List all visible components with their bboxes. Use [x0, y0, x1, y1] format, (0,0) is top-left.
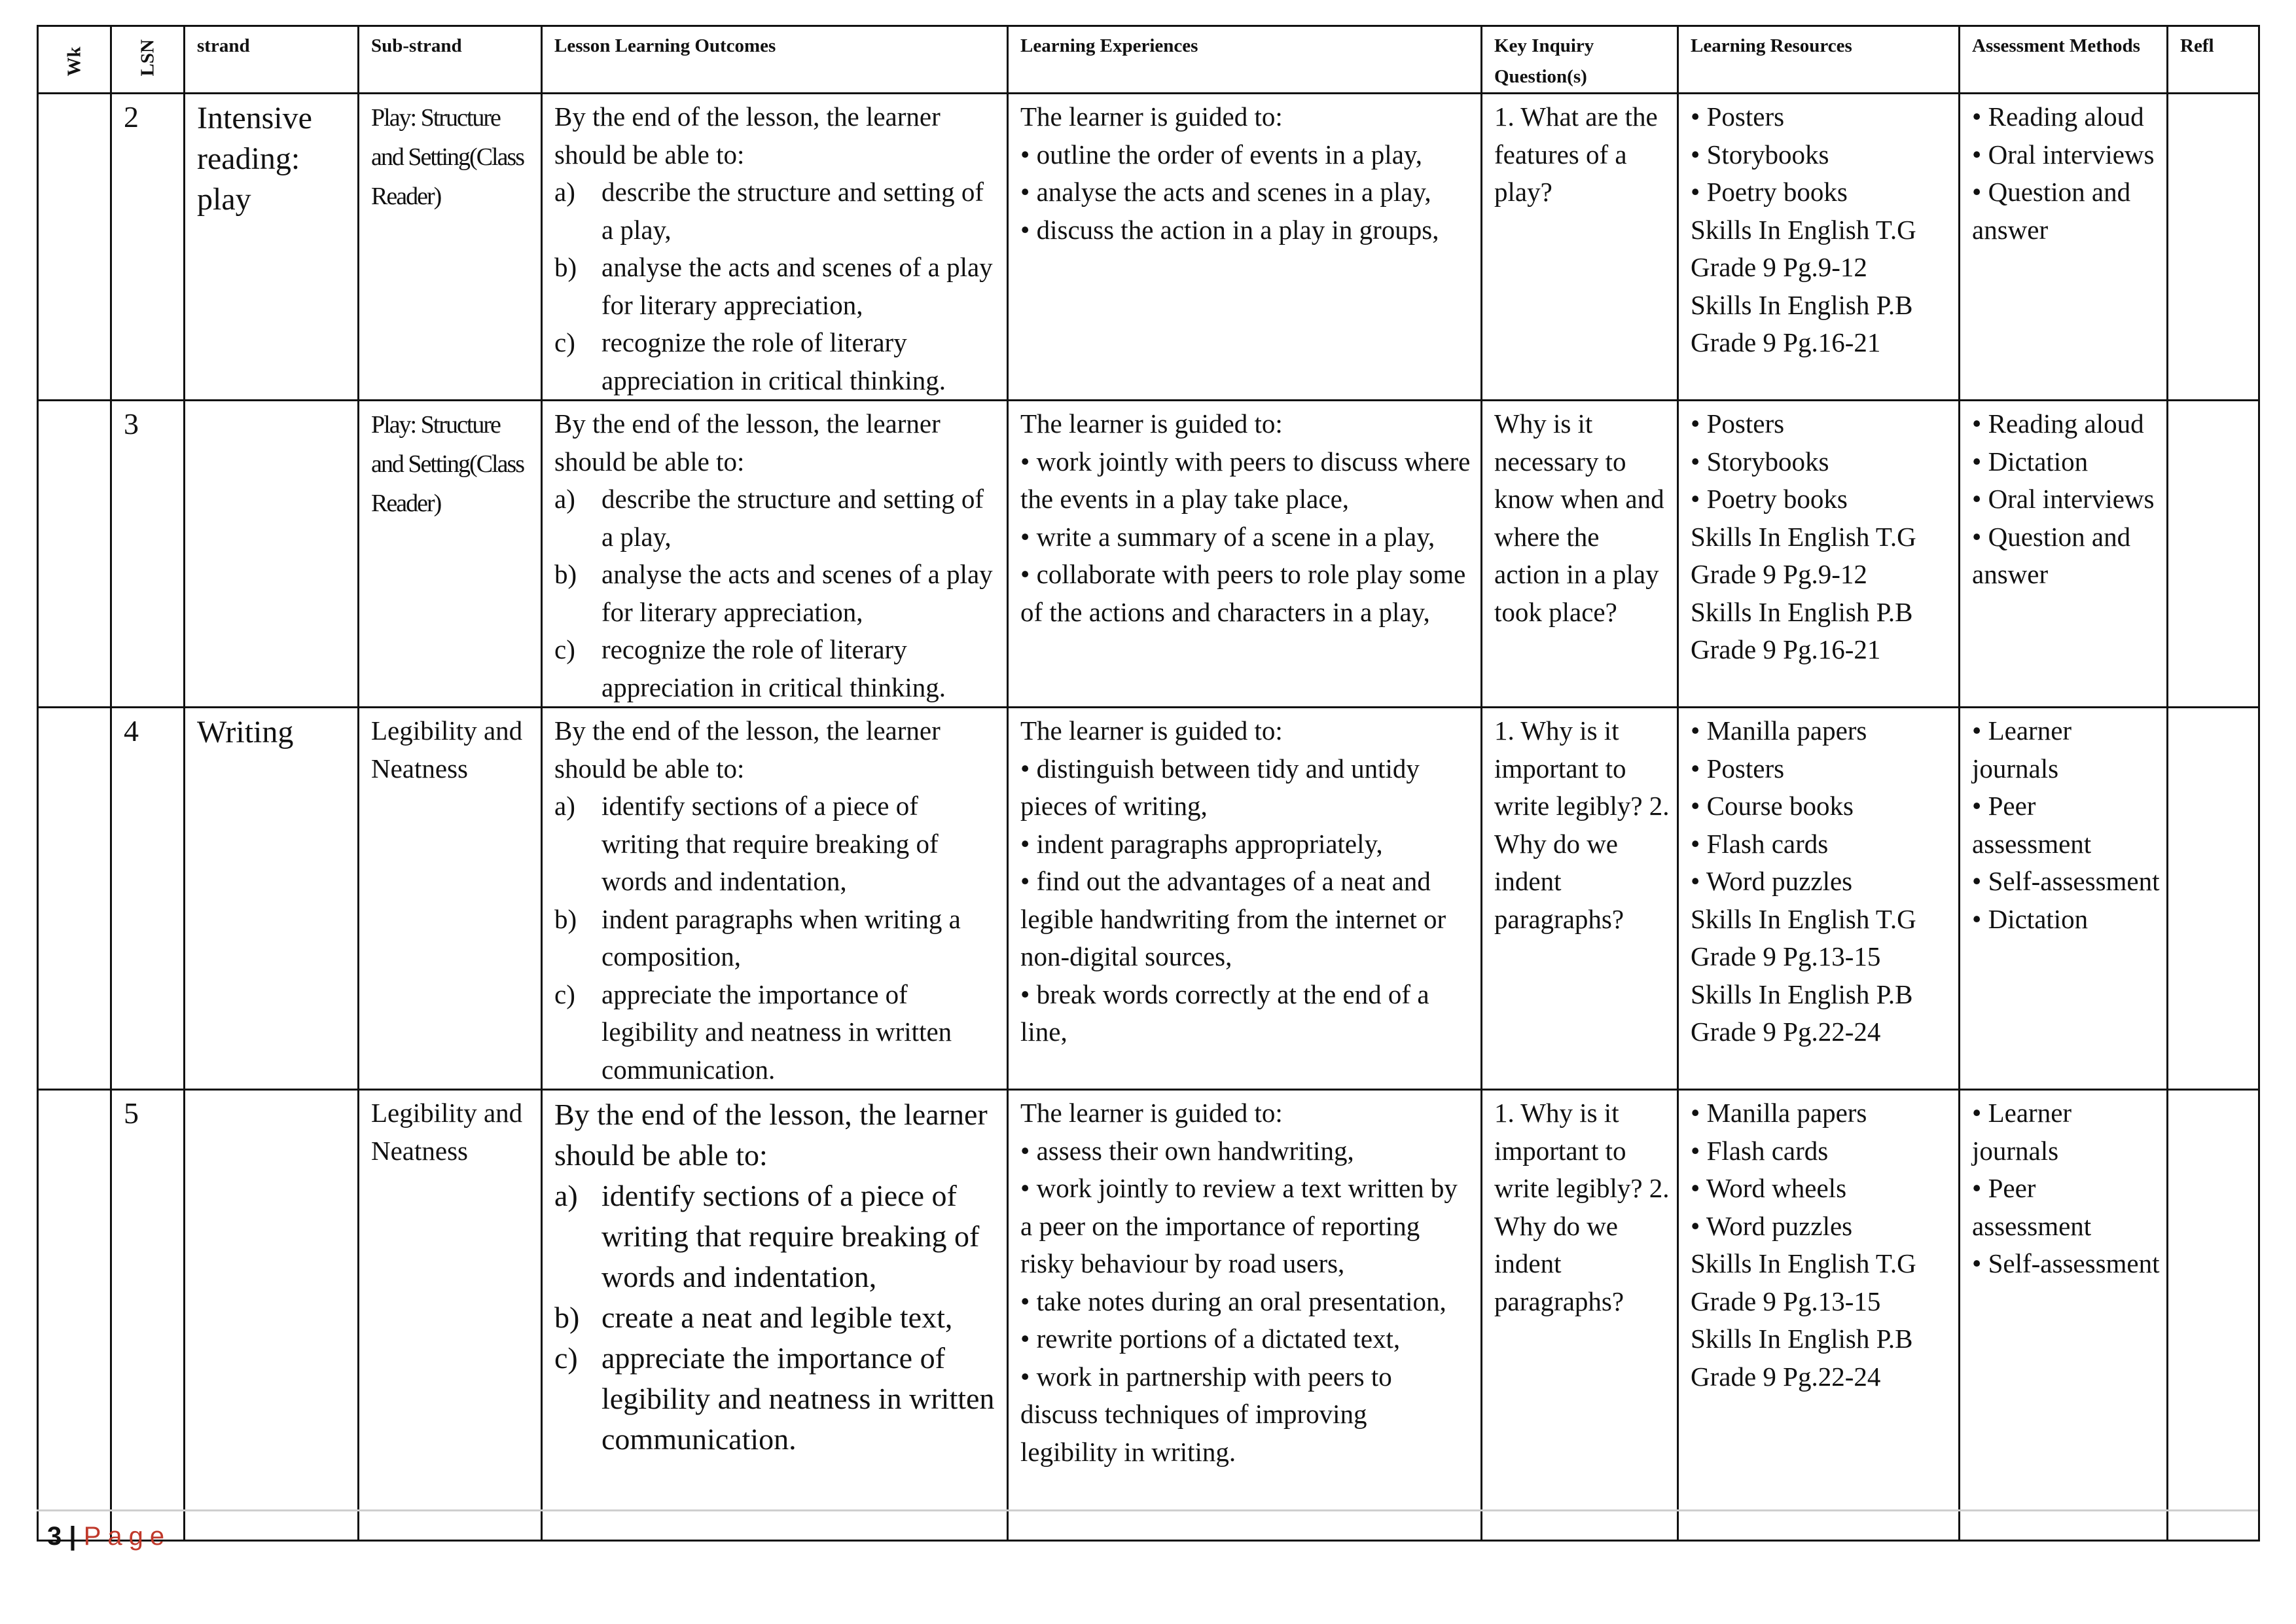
- resources-cell: [1678, 94, 1960, 401]
- experiences-cell: [1008, 401, 1482, 708]
- outcomes-intro: By the end of the lesson, the learner should be able to:: [554, 715, 941, 784]
- table-row: [38, 1090, 2259, 1541]
- outcome-item: a) identify sections of a piece of writing that require breaking of words and indentation,: [554, 791, 939, 896]
- header-substrand: Sub-strand: [359, 26, 542, 94]
- lsn-cell: 4: [111, 708, 185, 1090]
- resource-item: Skills In English P.B Grade 9 Pg.16-21: [1691, 289, 1913, 357]
- footer-rule: [37, 1509, 2258, 1511]
- assessment-item: • Learner journals: [1972, 1098, 2072, 1166]
- assessment-item: • Learner journals: [1972, 715, 2072, 784]
- resource-item: • Word wheels: [1691, 1173, 1847, 1203]
- reflection-cell: [2168, 1090, 2259, 1541]
- table-row: [38, 94, 2259, 401]
- header-lsn: LSN: [111, 26, 185, 94]
- outcome-item: c) recognize the role of literary appreciation in critical thinking.: [554, 634, 946, 702]
- assessment-item: • Self-assessment: [1972, 866, 2160, 896]
- resource-item: • Word puzzles: [1691, 1210, 1853, 1241]
- experience-line: • find out the advantages of a neat and legible handwriting from the internet or non-digital sources,: [1020, 866, 1446, 971]
- resource-item: • Poetry books: [1691, 177, 1848, 207]
- header-reflection: Refl: [2168, 26, 2259, 94]
- experiences-cell: [1008, 94, 1482, 401]
- resources-cell: [1678, 1090, 1960, 1541]
- resources-cell: [1678, 708, 1960, 1090]
- experience-line: • rewrite portions of a dictated text,: [1020, 1324, 1401, 1354]
- experience-line: • outline the order of events in a play,: [1020, 139, 1422, 170]
- lsn-cell: 3: [111, 401, 185, 708]
- strand-cell: [185, 1090, 359, 1541]
- outcome-item: a) identify sections of a piece of writing that require breaking of words and indentation,: [554, 1179, 980, 1293]
- resource-item: • Manilla papers: [1691, 1098, 1867, 1128]
- resource-item: • Manilla papers: [1691, 715, 1867, 746]
- experience-line: • work jointly to review a text written by: [1020, 1173, 1458, 1203]
- outcomes-cell: [542, 708, 1008, 1090]
- table-row: [38, 708, 2259, 1090]
- assessment-item: • Reading aloud: [1972, 101, 2144, 132]
- experience-line: • collaborate with peers to role play some of the actions and characters in a play,: [1020, 559, 1466, 627]
- header-experiences: Learning Experiences: [1008, 26, 1482, 94]
- experience-line: • work in partnership with peers to discuss techniques of improving: [1020, 1361, 1392, 1429]
- outcome-item: c) appreciate the importance of legibility and neatness in written communication.: [554, 979, 952, 1085]
- assessment-cell: [1960, 94, 2168, 401]
- header-wk: Wk: [38, 26, 111, 94]
- resource-item: • Flash cards: [1691, 1135, 1829, 1166]
- assessment-cell: [1960, 708, 2168, 1090]
- assessment-item: • Dictation: [1972, 446, 2089, 477]
- assessment-item: • Question and answer: [1972, 177, 2131, 245]
- outcome-item: b) create a neat and legible text,: [554, 1301, 953, 1334]
- resource-item: • Storybooks: [1691, 446, 1829, 477]
- outcomes-intro: By the end of the lesson, the learner should be able to:: [554, 1098, 988, 1172]
- resource-item: • Storybooks: [1691, 139, 1829, 170]
- assessment-item: • Reading aloud: [1972, 408, 2144, 439]
- outcome-item: c) recognize the role of literary appreciation in critical thinking.: [554, 327, 946, 395]
- outcomes-cell: [542, 1090, 1008, 1541]
- assessment-item: • Dictation: [1972, 903, 2089, 934]
- experience-line: • analyse the acts and scenes in a play,: [1020, 177, 1431, 207]
- resource-item: • Word puzzles: [1691, 866, 1853, 896]
- substrand-cell: Legibility and Neatness: [359, 708, 542, 1090]
- experiences-cell: [1008, 708, 1482, 1090]
- substrand-cell: Play: Structure and Setting(Class Reader): [359, 94, 542, 401]
- wk-cell: [38, 708, 111, 1090]
- resource-item: Skills In English T.G Grade 9 Pg.9-12: [1691, 521, 1916, 589]
- header-row: [38, 26, 2259, 94]
- assessment-item: • Oral interviews: [1972, 484, 2155, 514]
- inquiry-cell: 1. What are the features of a play?: [1482, 94, 1678, 401]
- page-number: 3: [47, 1522, 62, 1551]
- reflection-cell: [2168, 401, 2259, 708]
- resource-item: • Poetry books: [1691, 484, 1848, 514]
- experience-line: a peer on the importance of reporting risky behaviour by road users,: [1020, 1210, 1420, 1278]
- experience-line: • indent paragraphs appropriately,: [1020, 828, 1383, 859]
- resource-item: Skills In English P.B Grade 9 Pg.22-24: [1691, 1324, 1913, 1392]
- outcome-item: b) analyse the acts and scenes of a play for literary appreciation,: [554, 559, 993, 627]
- outcome-item: a) describe the structure and setting of a play,: [554, 177, 984, 245]
- substrand-cell: Legibility and Neatness: [359, 1090, 542, 1541]
- header-inquiry: Key Inquiry Question(s): [1482, 26, 1678, 94]
- header-strand: strand: [185, 26, 359, 94]
- assessment-item: • Self-assessment: [1972, 1248, 2160, 1278]
- experience-line: The learner is guided to:: [1020, 1098, 1283, 1128]
- page-footer: [47, 1522, 171, 1551]
- resource-item: Skills In English P.B Grade 9 Pg.22-24: [1691, 979, 1913, 1047]
- assessment-item: • Peer assessment: [1972, 1173, 2092, 1241]
- reflection-cell: [2168, 94, 2259, 401]
- resource-item: Skills In English T.G Grade 9 Pg.13-15: [1691, 1248, 1916, 1316]
- experiences-cell: [1008, 1090, 1482, 1541]
- inquiry-cell: 1. Why is it important to write legibly? 2. Why do we indent paragraphs?: [1482, 1090, 1678, 1541]
- experience-line: The learner is guided to:: [1020, 715, 1283, 746]
- resources-cell: [1678, 401, 1960, 708]
- resource-item: • Posters: [1691, 408, 1785, 439]
- strand-cell: Writing: [185, 708, 359, 1090]
- resource-item: • Course books: [1691, 791, 1854, 821]
- experience-line: • write a summary of a scene in a play,: [1020, 521, 1435, 552]
- experience-line: The learner is guided to:: [1020, 408, 1283, 439]
- resource-item: Skills In English T.G Grade 9 Pg.13-15: [1691, 903, 1916, 971]
- reflection-cell: [2168, 708, 2259, 1090]
- footer-separator: |: [69, 1522, 77, 1551]
- strand-cell: Intensive reading: play: [185, 94, 359, 401]
- outcome-item: b) analyse the acts and scenes of a play for literary appreciation,: [554, 252, 993, 320]
- experience-line: • assess their own handwriting,: [1020, 1135, 1354, 1166]
- wk-cell: [38, 1090, 111, 1541]
- assessment-cell: [1960, 1090, 2168, 1541]
- resource-item: • Flash cards: [1691, 828, 1829, 859]
- inquiry-cell: 1. Why is it important to write legibly? 2. Why do we indent paragraphs?: [1482, 708, 1678, 1090]
- outcomes-intro: By the end of the lesson, the learner should be able to:: [554, 101, 941, 170]
- substrand-cell: Play: Structure and Setting(Class Reader): [359, 401, 542, 708]
- header-assessment: Assessment Methods: [1960, 26, 2168, 94]
- scheme-of-work-table: [37, 25, 2260, 1542]
- outcomes-intro: By the end of the lesson, the learner should be able to:: [554, 408, 941, 477]
- wk-cell: [38, 401, 111, 708]
- outcomes-cell: [542, 401, 1008, 708]
- assessment-item: • Oral interviews: [1972, 139, 2155, 170]
- resource-item: Skills In English P.B Grade 9 Pg.16-21: [1691, 596, 1913, 664]
- resource-item: • Posters: [1691, 101, 1785, 132]
- header-outcomes: Lesson Learning Outcomes: [542, 26, 1008, 94]
- lsn-cell: 2: [111, 94, 185, 401]
- inquiry-cell: Why is it necessary to know when and where the action in a play took place?: [1482, 401, 1678, 708]
- experience-line: legibility in writing.: [1020, 1436, 1236, 1467]
- experience-line: • take notes during an oral presentation,: [1020, 1286, 1446, 1316]
- assessment-item: • Peer assessment: [1972, 791, 2092, 859]
- experience-line: • break words correctly at the end of a line,: [1020, 979, 1429, 1047]
- outcome-item: a) describe the structure and setting of a play,: [554, 484, 984, 552]
- assessment-cell: [1960, 401, 2168, 708]
- table-row: [38, 401, 2259, 708]
- page-label: Page: [83, 1522, 171, 1551]
- wk-cell: [38, 94, 111, 401]
- header-resources: Learning Resources: [1678, 26, 1960, 94]
- experience-line: • distinguish between tidy and untidy pieces of writing,: [1020, 753, 1420, 821]
- outcome-item: b) indent paragraphs when writing a composition,: [554, 903, 961, 971]
- resource-item: Skills In English T.G Grade 9 Pg.9-12: [1691, 214, 1916, 282]
- resource-item: • Posters: [1691, 753, 1785, 784]
- strand-cell: [185, 401, 359, 708]
- outcomes-cell: [542, 94, 1008, 401]
- experience-line: The learner is guided to:: [1020, 101, 1283, 132]
- assessment-item: • Question and answer: [1972, 521, 2131, 589]
- experience-line: • discuss the action in a play in groups,: [1020, 214, 1439, 245]
- outcome-item: c) appreciate the importance of legibility and neatness in written communication.: [554, 1341, 995, 1456]
- lsn-cell: 5: [111, 1090, 185, 1541]
- experience-line: • work jointly with peers to discuss where the events in a play take place,: [1020, 446, 1471, 514]
